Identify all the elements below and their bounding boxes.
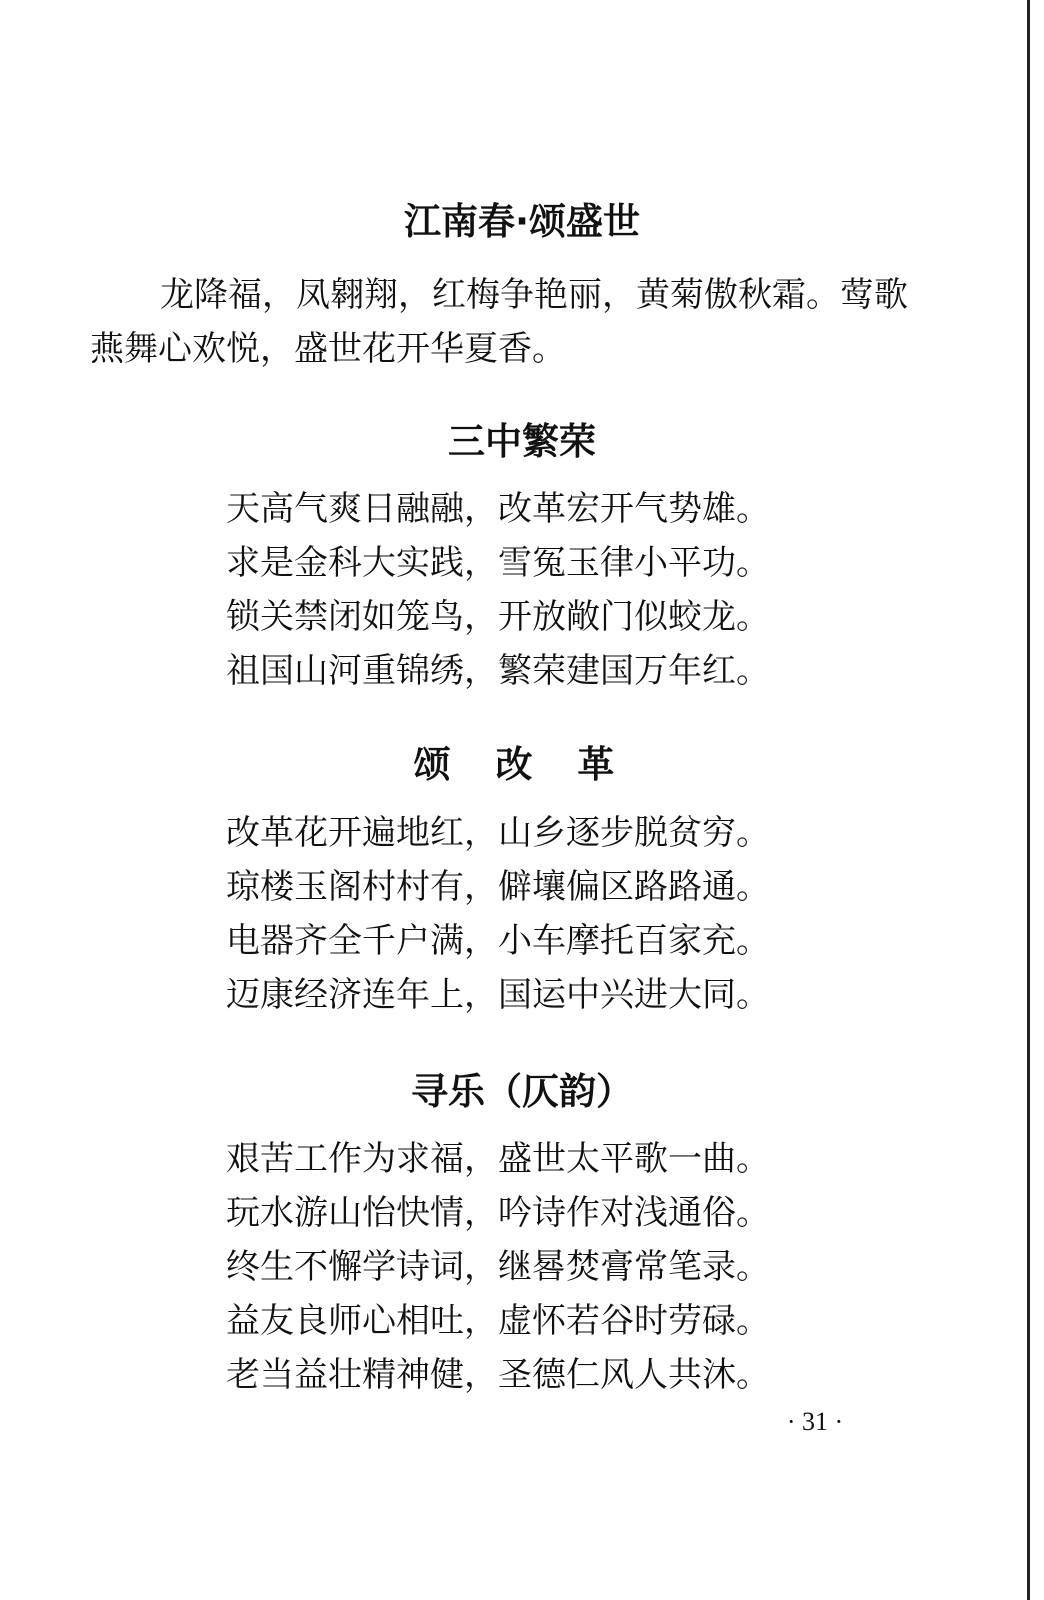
poem-line: 益友良师心相吐，虚怀若谷时劳碌。: [226, 1301, 770, 1341]
poem-line: 迈康经济连年上，国运中兴进大同。: [226, 975, 770, 1015]
poem-line: 电器齐全千户满，小车摩托百家充。: [226, 921, 770, 961]
poem-xunle: [226, 1132, 846, 1402]
section-body-jiangnanchun: 龙降福，凤翱翔，红梅争艳丽，黄菊傲秋霜。莺歌燕舞心欢悦，盛世花开华夏香。: [90, 275, 908, 369]
section-title-sanzhong-fanrong: 三中繁荣: [448, 420, 596, 463]
poem-line: 老当益壮精神健，圣德仁风人共沐。: [226, 1355, 770, 1395]
poem-line: 琼楼玉阁村村有，僻壤偏区路路通。: [226, 867, 770, 907]
section-title-jiangnanchun: 江南春·颂盛世: [403, 200, 641, 243]
poem-line: 改革花开遍地红，山乡逐步脱贫穷。: [226, 813, 770, 853]
section-title-xunle: 寻乐（仄韵）: [411, 1070, 633, 1113]
poem-line: 求是金科大实践，雪冤玉律小平功。: [226, 543, 770, 583]
poem-sanzhong-fanrong: [226, 482, 846, 698]
poem-line: 祖国山河重锦绣，繁荣建国万年红。: [226, 651, 770, 691]
poem-line: 艰苦工作为求福，盛世太平歌一曲。: [226, 1139, 770, 1179]
section-title-song-gaige: 颂 改 革: [413, 743, 631, 786]
poem-line: 天高气爽日融融，改革宏开气势雄。: [226, 489, 770, 529]
poem-line: 玩水游山怡快情，吟诗作对浅通俗。: [226, 1193, 770, 1233]
poem-line: 锁关禁闭如笼鸟，开放敞门似蛟龙。: [226, 597, 770, 637]
poem-song-gaige: [226, 806, 846, 1022]
poem-line: 终生不懈学诗词，继晷焚膏常笔录。: [226, 1247, 770, 1287]
section-text-jiangnanchun: [90, 268, 920, 376]
page-number: · 31 ·: [786, 1407, 844, 1436]
